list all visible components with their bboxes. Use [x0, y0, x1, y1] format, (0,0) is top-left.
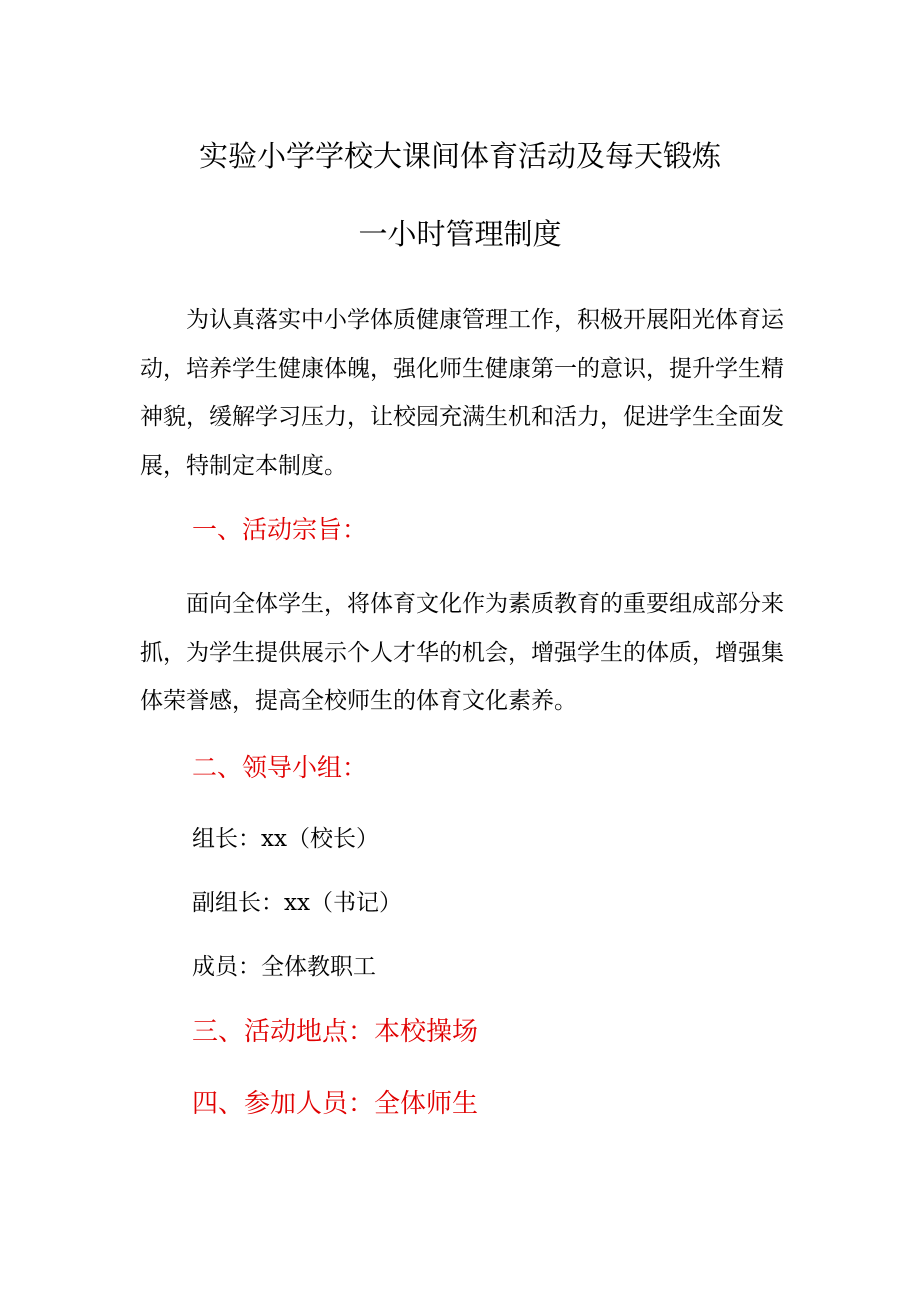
section-heading-leadership: 二、领导小组：	[192, 753, 368, 782]
document-title-line-2: 一小时管理制度	[358, 217, 562, 251]
vice-leader-line: 副组长：xx（书记）	[192, 890, 402, 916]
section-heading-location: 三、活动地点：本校操场	[192, 1017, 479, 1047]
members-line: 成员：全体教职工	[192, 954, 376, 980]
section-heading-purpose: 一、活动宗旨：	[192, 515, 368, 544]
document-title-line-1: 实验小学学校大课间体育活动及每天锻炼	[198, 139, 721, 173]
leader-line: 组长：xx（校长）	[192, 826, 379, 852]
purpose-paragraph: 面向全体学生，将体育文化作为素质教育的重要组成部分来抓，为学生提供展示个人才华的机会，增强学生的体质，增强集体荣誉感，提高全校师生的体育文化素养。	[140, 591, 784, 715]
intro-paragraph: 为认真落实中小学体质健康管理工作，积极开展阳光体育运动，培养学生健康体魄，强化师生健康第一的意识，提升学生精神貌，缓解学习压力，让校园充满生机和活力，促进学生全面发展，特制定本制度。	[140, 307, 784, 480]
section-heading-participants: 四、参加人员：全体师生	[192, 1089, 479, 1119]
